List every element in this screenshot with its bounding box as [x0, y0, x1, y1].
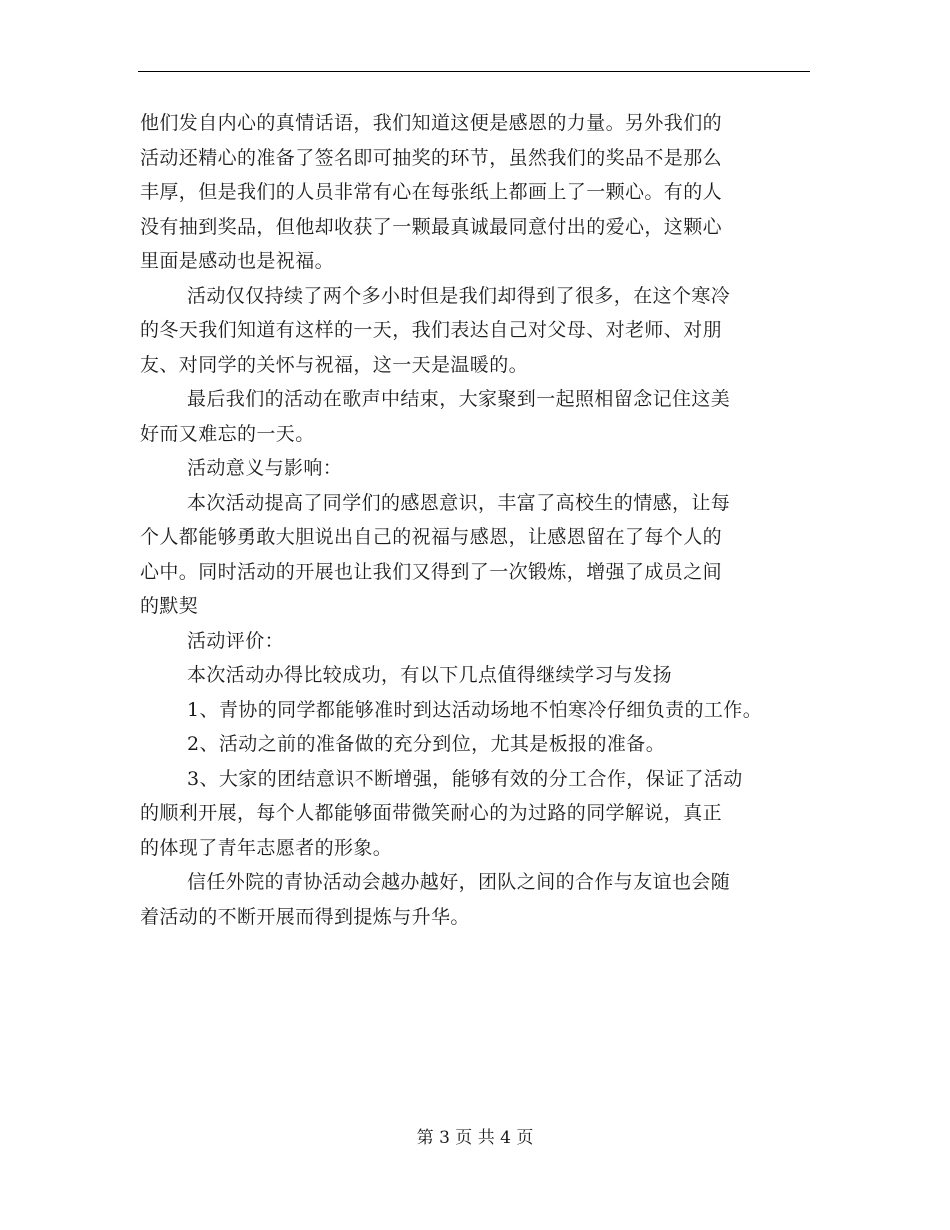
page-number: 第 3 页 共 4 页	[416, 1128, 534, 1148]
header-rule	[138, 71, 810, 72]
document-body	[140, 106, 830, 934]
text-line: 活动仅仅持续了两个多小时但是我们却得到了很多，在这个寒冷	[187, 284, 731, 307]
text-line: 本次活动办得比较成功，有以下几点值得继续学习与发扬	[187, 664, 673, 686]
text-line: 的默契	[140, 595, 199, 617]
text-line: 丰厚，但是我们的人员非常有心在每张纸上都画上了一颗心。有的人	[140, 181, 723, 203]
text-line: 本次活动提高了同学们的感恩意识，丰富了高校生的情感，让每	[187, 491, 731, 514]
text-line: 最后我们的活动在歌声中结束，大家聚到一起照相留念记住这美	[187, 388, 731, 410]
text-line: 的体现了青年志愿者的形象。	[140, 836, 393, 859]
text-line: 里面是感动也是祝福。	[140, 250, 335, 272]
text-line: 的顺利开展，每个人都能够面带微笑耐心的为过路的同学解说，真正	[140, 802, 723, 824]
text-line: 心中。同时活动的开展也让我们又得到了一次锻炼，增强了成员之间	[140, 560, 723, 583]
text-line: 信任外院的青协活动会越办越好，团队之间的合作与友谊也会随	[187, 871, 731, 893]
text-line: 友、对同学的关怀与祝福，这一天是温暖的。	[140, 353, 529, 376]
text-line: 着活动的不断开展而得到提炼与升华。	[140, 905, 470, 928]
text-line: 活动还精心的准备了签名即可抽奖的环节，虽然我们的奖品不是那么	[140, 146, 723, 169]
text-line: 活动意义与影响：	[187, 457, 343, 479]
text-line: 2、活动之前的准备做的充分到位，尤其是板报的准备。	[187, 733, 666, 755]
text-line: 好而又难忘的一天。	[140, 422, 315, 445]
text-line: 个人都能够勇敢大胆说出自己的祝福与感恩，让感恩留在了每个人的	[140, 526, 723, 548]
text-line: 他们发自内心的真情话语，我们知道这便是感恩的力量。另外我们的	[140, 112, 723, 134]
text-line: 活动评价：	[187, 629, 285, 652]
text-line: 1、青协的同学都能够准时到达活动场地不怕寒冷仔细负责的工作。	[187, 698, 763, 721]
text-line: 没有抽到奖品，但他却收获了一颗最真诚最同意付出的爱心，这颗心	[140, 215, 723, 238]
text-line: 3、大家的团结意识不断增强，能够有效的分工合作，保证了活动	[187, 767, 743, 790]
text-line: 的冬天我们知道有这样的一天，我们表达自己对父母、对老师、对朋	[140, 319, 723, 341]
